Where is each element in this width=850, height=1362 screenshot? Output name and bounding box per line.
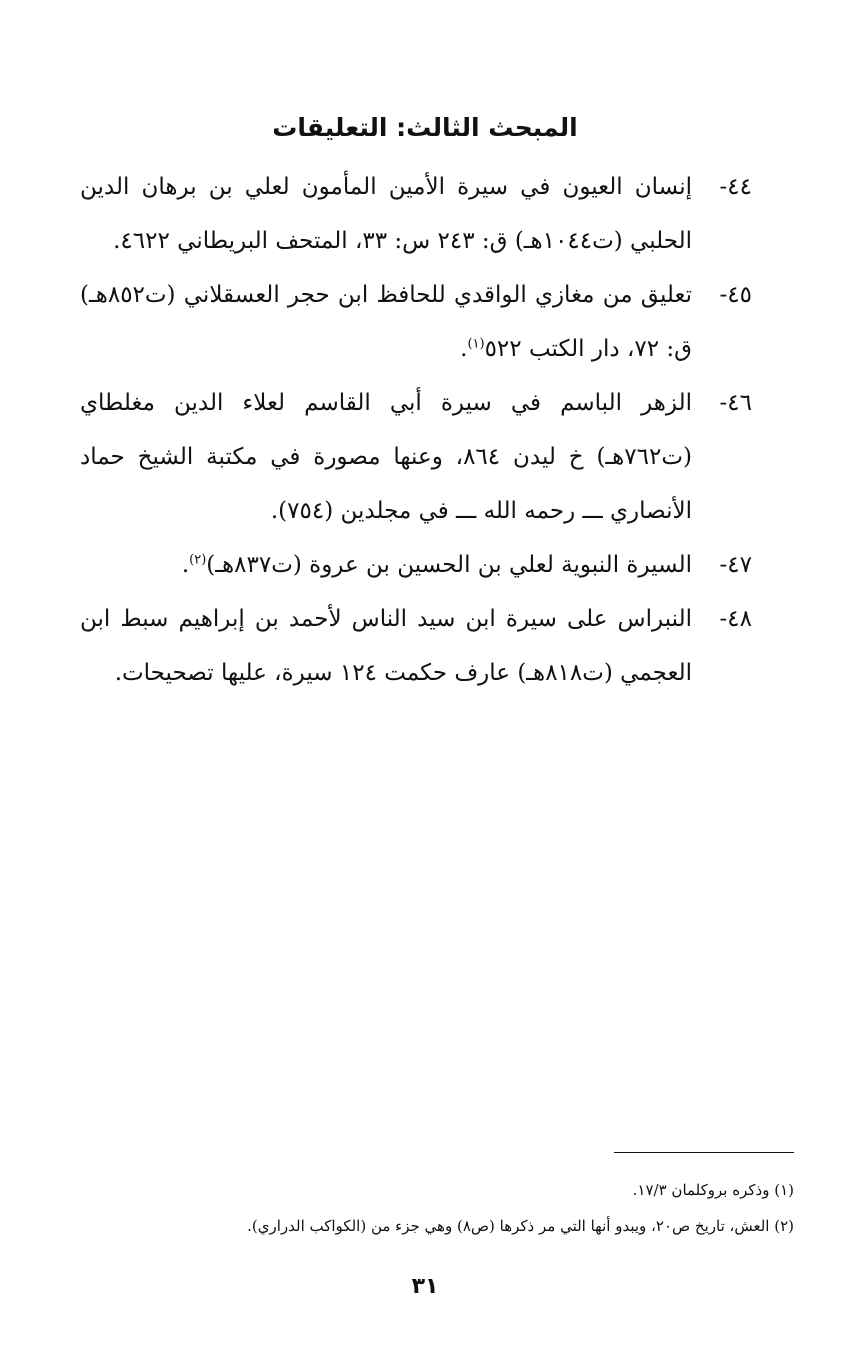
entry-text: السيرة النبوية لعلي بن الحسين بن عروة (ت٨٣٧هـ) bbox=[206, 552, 692, 578]
entry-46 bbox=[80, 376, 752, 538]
entry-text: النبراس على سيرة ابن سيد الناس لأحمد بن إبراهيم سبط ابن العجمي (ت٨١٨هـ) عارف حكمت ١٢٤ سيرة، عليها تصحيحات. bbox=[80, 606, 692, 686]
entry-end-period: . bbox=[460, 336, 468, 362]
entry-number: ٤٥- bbox=[719, 282, 752, 308]
entry-text: إنسان العيون في سيرة الأمين المأمون لعلي بن برهان الدين الحلبي (ت١٠٤٤هـ) ق: ٢٤٣ س: ٣٣، المتحف البريطاني ٤٦٢٢. bbox=[80, 174, 692, 254]
footnote-2: (٢) العش، تاريخ ص٢٠، ويبدو أنها التي مر ذكرها (ص٨) وهي جزء من (الكواكب الدراري). bbox=[247, 1217, 794, 1235]
entry-48 bbox=[80, 592, 752, 700]
entry-45 bbox=[80, 268, 752, 376]
entry-number: ٤٧- bbox=[719, 552, 752, 578]
footnote-marker[interactable]: (٢) bbox=[189, 552, 207, 568]
entry-number: ٤٦- bbox=[719, 390, 752, 416]
entry-text: تعليق من مغازي الواقدي للحافظ ابن حجر العسقلاني (ت٨٥٢هـ) ق: ٧٢، دار الكتب ٥٢٢ bbox=[80, 282, 692, 362]
entry-text: الزهر الباسم في سيرة أبي القاسم لعلاء الدين مغلطاي (ت٧٦٢هـ) خ ليدن ٨٦٤، وعنها مصورة في مكتبة الشيخ حماد الأنصاري ـــ رحمه الله ـــ في مجلدين (٧٥٤). bbox=[80, 390, 692, 524]
footnote-marker[interactable]: (١) bbox=[467, 336, 485, 352]
entry-44 bbox=[80, 160, 752, 268]
footnote-divider bbox=[614, 1152, 794, 1153]
section-heading: المبحث الثالث: التعليقات bbox=[272, 113, 578, 142]
footnotes-list bbox=[54, 1172, 794, 1244]
entry-number: ٤٤- bbox=[719, 174, 752, 200]
entry-number: ٤٨- bbox=[719, 606, 752, 632]
entries-list bbox=[80, 160, 752, 700]
entry-47 bbox=[80, 538, 752, 592]
entry-end-period: . bbox=[181, 552, 190, 578]
footnote-1: (١) وذكره بروكلمان ١٧/٣. bbox=[632, 1181, 794, 1199]
page-number: ٣١ bbox=[411, 1274, 439, 1299]
